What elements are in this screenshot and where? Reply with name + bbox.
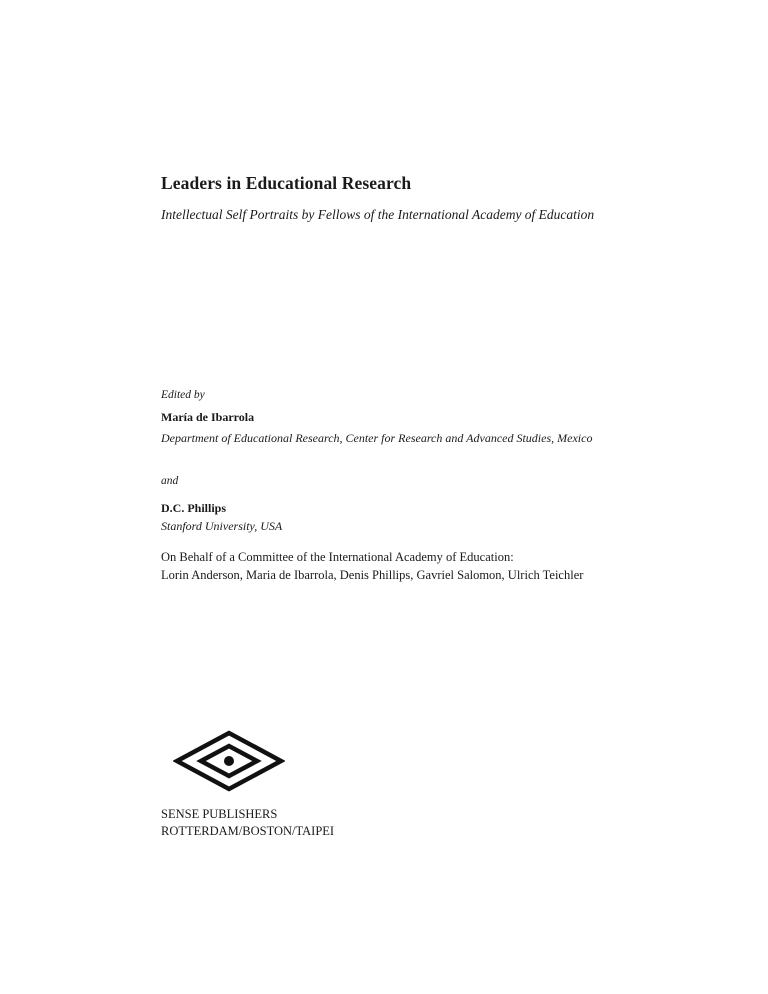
book-subtitle: Intellectual Self Portraits by Fellows of the International Academy of Education bbox=[161, 207, 595, 222]
publisher-cities: ROTTERDAM/BOSTON/TAIPEI bbox=[161, 824, 335, 838]
editor-affiliation: Stanford University, USA bbox=[161, 519, 283, 533]
and-label: and bbox=[161, 475, 179, 487]
editor-affiliation: Department of Educational Research, Center for Research and Advanced Studies, Mexico bbox=[161, 431, 593, 445]
committee-statement bbox=[161, 548, 631, 584]
editor-name: María de Ibarrola bbox=[161, 410, 255, 424]
sense-publishers-logo-icon bbox=[173, 730, 285, 792]
publisher-imprint bbox=[161, 806, 334, 840]
book-title: Leaders in Educational Research bbox=[161, 173, 412, 193]
editor-name: D.C. Phillips bbox=[161, 501, 227, 515]
edited-by-label: Edited by bbox=[161, 389, 205, 401]
committee-members: Lorin Anderson, Maria de Ibarrola, Denis Phillips, Gavriel Salomon, Ulrich Teichler bbox=[161, 568, 584, 582]
committee-line: On Behalf of a Committee of the International Academy of Education: bbox=[161, 550, 514, 564]
publisher-name: SENSE PUBLISHERS bbox=[161, 807, 278, 821]
